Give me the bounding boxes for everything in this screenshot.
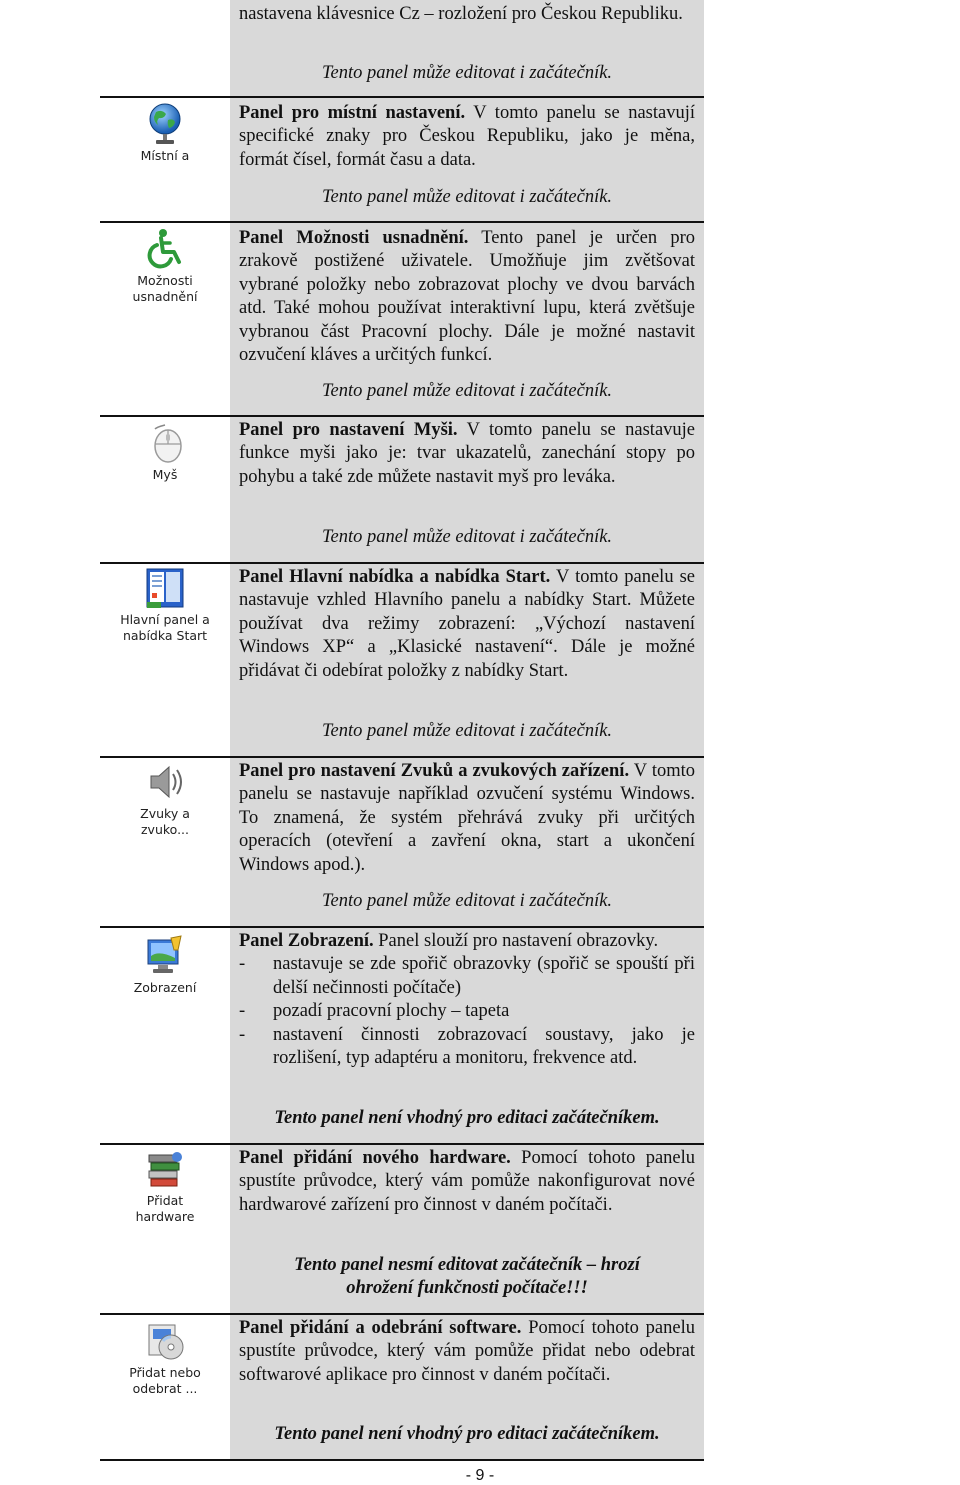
panel-description [239,3,695,26]
panel-text: Pomocí tohoto panelu spustíte průvodce, který vám pomůže přidat nebo odebrat softwarové aplikace pro činnost v daném počítači. [239,1318,695,1385]
icon-cell [100,223,230,415]
icon-cell [100,0,230,96]
panel-note: Tento panel může editovat i začátečník. [321,721,613,741]
panel-title: Panel přidání nového hardware. [239,1148,511,1168]
panel-note: Tento panel nesmí editovat začátečník – hrozí ohrožení funkčnosti počítače!!! [294,1255,640,1298]
panel-text: Tento panel je určen pro zrakově postižené uživatele. Umožňuje jim zvětšovat vybrané položky nebo zobrazovat plochy ve dvou barvách atd. Také mohou používat interaktivní lupu, která zvětšuje vybranou část Pracovní plochy. Dále je možné nastavit ozvučení kláves a určitých funkcí. [239,228,695,366]
panel-title: Panel přidání a odebrání software. [239,1318,522,1338]
panel-text: Pomocí tohoto panelu spustíte průvodce, který vám pomůže nakonfigurovat nové hardwarové zařízení pro činnost v daném počítači. [239,1148,696,1215]
panel-text: V tomto panelu se nastavuje například ozvučení systému Windows. To znamená, že systém přehrává zvuky při určitých operacích (otevření a zavření okna, start a ukončení Windows apod.). [239,761,696,875]
panel-note: Tento panel může editovat i začátečník. [321,891,613,911]
icon-cell [100,928,230,1143]
panel-note: Tento panel není vhodný pro editaci začátečníkem. [274,1108,660,1128]
panel-row-keyboard-continued [100,0,704,96]
panel-title: Panel pro místní nastavení. [239,103,466,123]
panel-note: Tento panel může editovat i začátečník. [321,187,613,207]
icon-label: Místní a [140,148,190,163]
icon-label: Myš [152,467,178,482]
panel-note: Tento panel může editovat i začátečník. [321,63,613,83]
list-item: - pozadí pracovní plochy – tapeta [239,1001,510,1022]
icon-cell [100,1145,230,1313]
list-item: - nastavení činnosti zobrazovací soustavy, jako je rozlišení, typ adaptéru a monitoru, frekvence atd. [239,1024,695,1069]
page-number: - 9 - [465,1467,495,1484]
panel-note: Tento panel není vhodný pro editaci začátečníkem. [274,1424,660,1444]
panel-description [239,227,695,367]
accessibility-icon [143,227,187,271]
panel-description [239,1147,695,1217]
panel-text: V tomto panelu se nastavují specifické znaky pro Českou Republiku, jako je měna, formát čísel, formát času a data. [239,103,695,170]
panel-text: V tomto panelu se nastavuje vzhled Hlavního panelu a nabídky Start. Můžete používat dva režimy zobrazení: „Výchozí nastavení Windows XP“ a „Klasické nastavení“. Dále je možné přidávat či odebírat položky z nabídky Start. [239,567,696,681]
text-cell [230,0,704,96]
panel-title: Panel pro nastavení Zvuků a zvukových zařízení. [239,761,630,781]
taskbar-start-menu-icon [143,566,187,610]
panel-row-sounds [100,758,704,926]
text-cell [230,928,704,1143]
text-cell [230,1315,704,1459]
panel-text: nastavena klávesnice Cz – rozložení pro Českou Republiku. [239,4,683,24]
icon-label: Zobrazení [133,980,197,995]
mouse-icon [143,421,187,465]
panel-description [239,760,695,877]
icon-cell [100,417,230,562]
panel-title: Panel Zobrazení. [239,931,374,951]
panel-row-regional [100,98,704,221]
panel-text: V tomto panelu se nastavuje funkce myši jako je: tvar ukazatelů, zanechání stopy po pohybu a také zde můžete nastavit myš pro leváka. [239,420,695,487]
icon-cell [100,564,230,756]
add-hardware-icon [143,1147,187,1191]
panel-text: Panel slouží pro nastavení obrazovky. [378,931,659,951]
speaker-icon [143,760,187,804]
icon-label: Zvuky a zvuko... [140,806,190,837]
icon-label: Možnosti usnadnění [132,273,198,304]
icon-cell [100,1315,230,1459]
add-remove-software-icon [143,1319,187,1363]
panel-description [239,102,695,172]
panel-note: Tento panel může editovat i začátečník. [321,527,613,547]
panel-row-accessibility [100,223,704,415]
text-cell [230,1145,704,1313]
panel-row-hardware [100,1145,704,1313]
panel-row-taskbar [100,564,704,756]
panel-row-display [100,928,704,1143]
globe-icon [147,102,183,146]
icon-label: Hlavní panel a nabídka Start [120,612,210,643]
panel-note: Tento panel může editovat i začátečník. [321,381,613,401]
icon-cell [100,758,230,926]
text-cell [230,564,704,756]
panel-description [239,566,695,683]
text-cell [230,417,704,562]
panel-row-mouse [100,417,704,562]
text-cell [230,758,704,926]
panel-title: Panel Hlavní nabídka a nabídka Start. [239,567,551,587]
panel-row-software [100,1315,704,1459]
panel-description [239,930,695,1070]
panel-description [239,419,695,489]
row-divider [100,1459,704,1461]
panel-title: Panel pro nastavení Myši. [239,420,458,440]
panel-description [239,1317,695,1387]
icon-cell [100,98,230,221]
text-cell [230,98,704,221]
list-item: - nastavuje se zde spořič obrazovky (spořič se spouští při delší nečinnosti počítače) [239,954,695,998]
panel-title: Panel Možnosti usnadnění. [239,228,469,248]
icon-label: Přidat hardware [135,1193,195,1224]
text-cell [230,223,704,415]
display-icon [143,934,187,978]
icon-label: Přidat nebo odebrat ... [129,1365,201,1396]
